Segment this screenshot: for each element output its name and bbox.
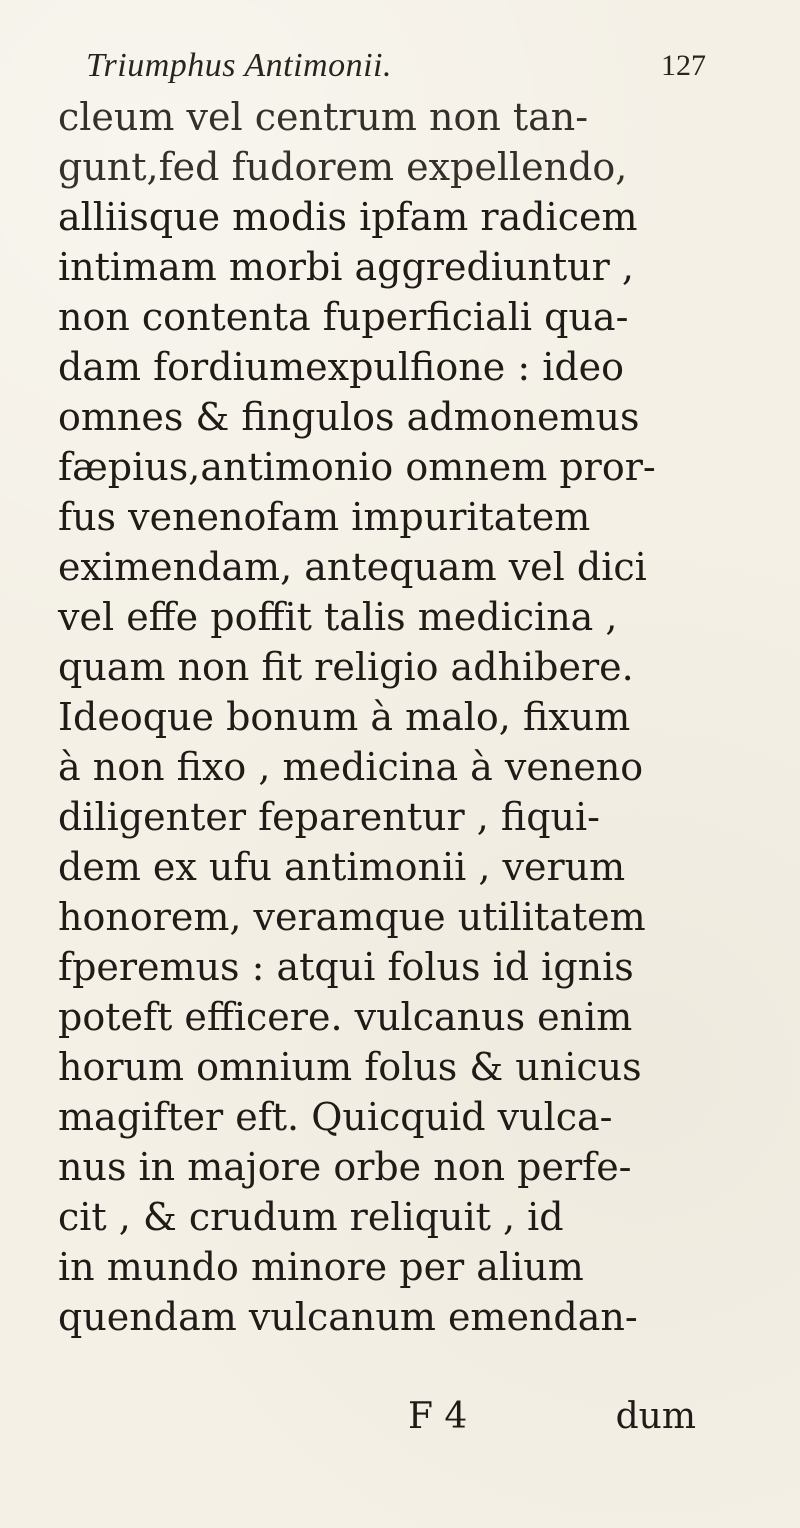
text-line: cit , & crudum reliquit , id bbox=[58, 1195, 564, 1239]
page-footer bbox=[58, 1392, 748, 1442]
text-line: vel effe poffit talis medicina , bbox=[58, 595, 618, 639]
text-line: fus venenofam impuritatem bbox=[58, 495, 591, 539]
signature-mark: F 4 bbox=[408, 1396, 468, 1437]
text-line: diligenter feparentur , fiqui- bbox=[58, 795, 601, 839]
text-line: gunt,fed fudorem expellendo, bbox=[58, 145, 628, 189]
text-line: cleum vel centrum non tan- bbox=[58, 95, 589, 139]
catchword: dum bbox=[615, 1396, 696, 1437]
text-line: in mundo minore per alium bbox=[58, 1245, 584, 1289]
text-line: non contenta fuperficiali qua- bbox=[58, 295, 629, 339]
text-line: dem ex ufu antimonii , verum bbox=[58, 845, 626, 889]
text-line: poteft efficere. vulcanus enim bbox=[58, 995, 633, 1039]
text-line: magifter eft. Quicquid vulca- bbox=[58, 1095, 613, 1139]
text-line: eximendam, antequam vel dici bbox=[58, 545, 647, 589]
text-line: Ideoque bonum à malo, fixum bbox=[58, 695, 631, 739]
text-line: fperemus : atqui folus id ignis bbox=[58, 945, 634, 989]
text-line: dam fordiumexpulfione : ideo bbox=[58, 345, 625, 389]
body-text bbox=[58, 92, 748, 1437]
running-head: Triumphus Antimonii. bbox=[86, 47, 392, 84]
text-line: fæpius,antimonio omnem pror- bbox=[58, 445, 656, 489]
text-line: intimam morbi aggrediuntur , bbox=[58, 245, 634, 289]
page-number: 127 bbox=[661, 49, 706, 82]
text-line: à non fixo , medicina à veneno bbox=[58, 745, 644, 789]
text-line: alliisque modis ipfam radicem bbox=[58, 195, 638, 239]
text-line: quam non fit religio adhibere. bbox=[58, 645, 634, 689]
page-header bbox=[86, 38, 706, 94]
text-line: honorem, veramque utilitatem bbox=[58, 895, 646, 939]
text-line: quendam vulcanum emendan- bbox=[58, 1295, 638, 1339]
text-line: horum omnium folus & unicus bbox=[58, 1045, 642, 1089]
text-line: nus in majore orbe non perfe- bbox=[58, 1145, 632, 1189]
text-line: omnes & fingulos admonemus bbox=[58, 395, 640, 439]
